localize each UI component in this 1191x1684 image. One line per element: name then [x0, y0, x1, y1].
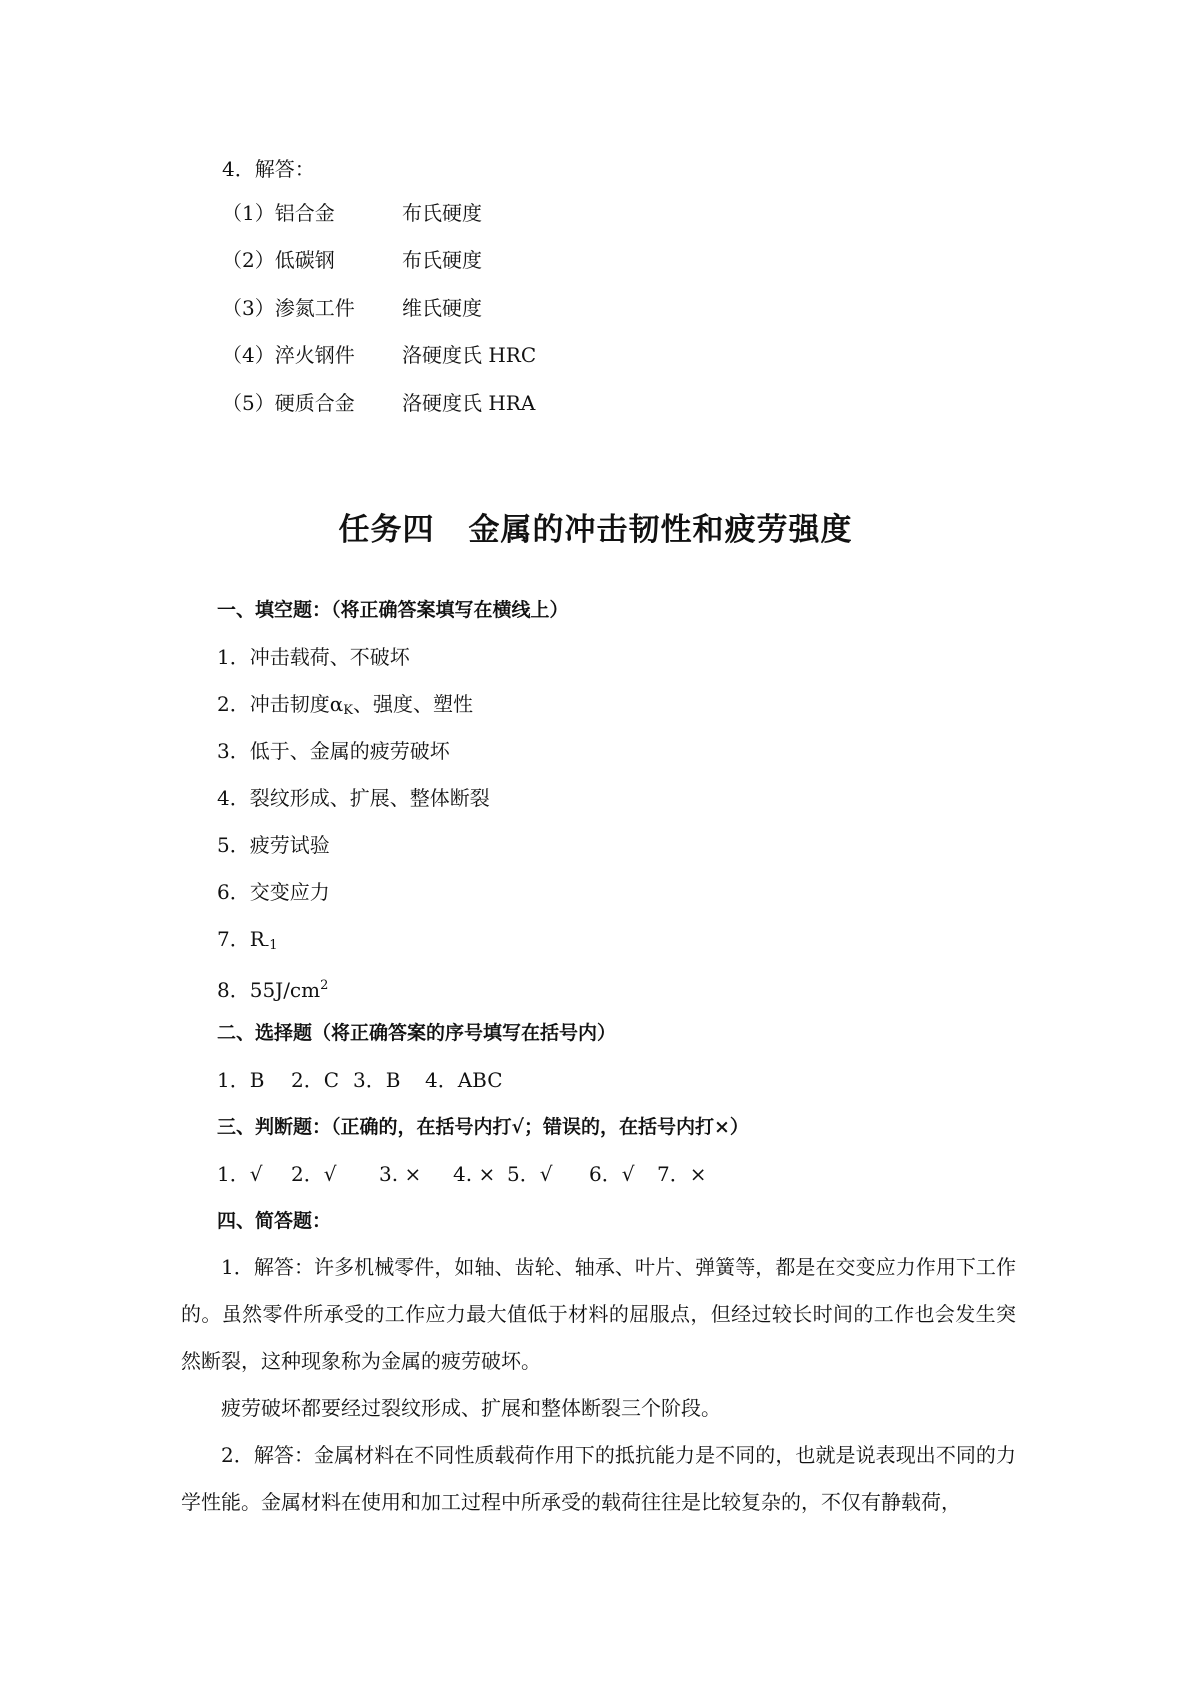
choice-answers	[217, 1066, 503, 1094]
judge-answer: 1．√	[217, 1162, 263, 1186]
task-title	[0, 508, 1191, 552]
hardness-method: 洛硬度氏 HRC	[402, 343, 537, 367]
hardness-method: 布氏硬度	[402, 201, 482, 225]
judge-answers	[217, 1160, 706, 1188]
judge-answer: 4. ×	[453, 1162, 496, 1186]
material-label: （3）渗氮工件	[222, 296, 355, 320]
choice-answer: 3．B	[353, 1068, 401, 1092]
fill-blank-heading: 一、填空题：（将正确答案填写在横线上）	[217, 599, 569, 621]
choice-answer: 4．ABC	[425, 1068, 503, 1092]
material-label: （2）低碳钢	[222, 248, 335, 272]
choice-answer: 1．B	[217, 1068, 265, 1092]
material-label: （1）铝合金	[222, 201, 335, 225]
material-label: （5）硬质合金	[222, 391, 355, 415]
hardness-method: 洛硬度氏 HRA	[402, 391, 536, 415]
fill-answer-7: 7．$R_{-1}$	[217, 927, 278, 953]
choice-heading: 二、选择题（将正确答案的序号填写在括号内）	[217, 1022, 617, 1044]
hardness-method: 维氏硬度	[402, 296, 482, 320]
hardness-method: 布氏硬度	[402, 248, 482, 272]
short-answer-1: 1．解答：许多机械零件，如轴、齿轮、轴承、叶片、弹簧等，都是在交变应力作用下工作的。虽然零件所承受的工作应力最大值低于材料的屈服点，但经过较长时间的工作也会发生突然断裂，这种现象称为金属的疲劳破坏。	[181, 1255, 1016, 1373]
fill-answer-5: 5．疲劳试验	[217, 833, 330, 857]
judge-answer: 5．√	[507, 1162, 553, 1186]
hardness-row	[222, 246, 482, 274]
hardness-row	[222, 294, 482, 322]
judge-answer: 7．×	[657, 1162, 707, 1186]
fill-answer-4: 4．裂纹形成、扩展、整体断裂	[217, 786, 490, 810]
fill-answer-6: 6．交变应力	[217, 880, 330, 904]
hardness-row	[222, 341, 536, 369]
hardness-row	[222, 389, 535, 417]
short-answer-heading: 四、简答题：	[217, 1210, 332, 1232]
short-answer-2: 2．解答：金属材料在不同性质载荷作用下的抵抗能力是不同的，也就是说表现出不同的力学性能。金属材料在使用和加工过程中所承受的载荷往往是比较复杂的，不仅有静载荷，	[181, 1443, 1016, 1514]
judge-heading: 三、判断题：（正确的，在括号内打√；错误的，在括号内打×）	[217, 1116, 749, 1138]
judge-answer: 2．√	[291, 1162, 337, 1186]
task-number: 任务四	[338, 512, 435, 548]
judge-answer: 3. ×	[379, 1162, 422, 1186]
choice-answer: 2．C	[291, 1068, 340, 1092]
fill-answer-1: 1．冲击载荷、不破坏	[217, 645, 410, 669]
prev-answer-heading: 4．解答：	[222, 157, 315, 181]
fill-answer-8: 8．$55J/cm^2$	[217, 978, 329, 1002]
short-answer-1-summary: 疲劳破坏都要经过裂纹形成、扩展和整体断裂三个阶段。	[221, 1396, 721, 1420]
hardness-row	[222, 199, 482, 227]
fill-answer-3: 3．低于、金属的疲劳破坏	[217, 739, 450, 763]
material-label: （4）淬火钢件	[222, 343, 355, 367]
task-topic: 金属的冲击韧性和疲劳强度	[468, 512, 853, 548]
judge-answer: 6．√	[589, 1162, 635, 1186]
fill-answer-2: 2．冲击韧度$\alpha_K$、强度、塑性	[217, 692, 473, 718]
